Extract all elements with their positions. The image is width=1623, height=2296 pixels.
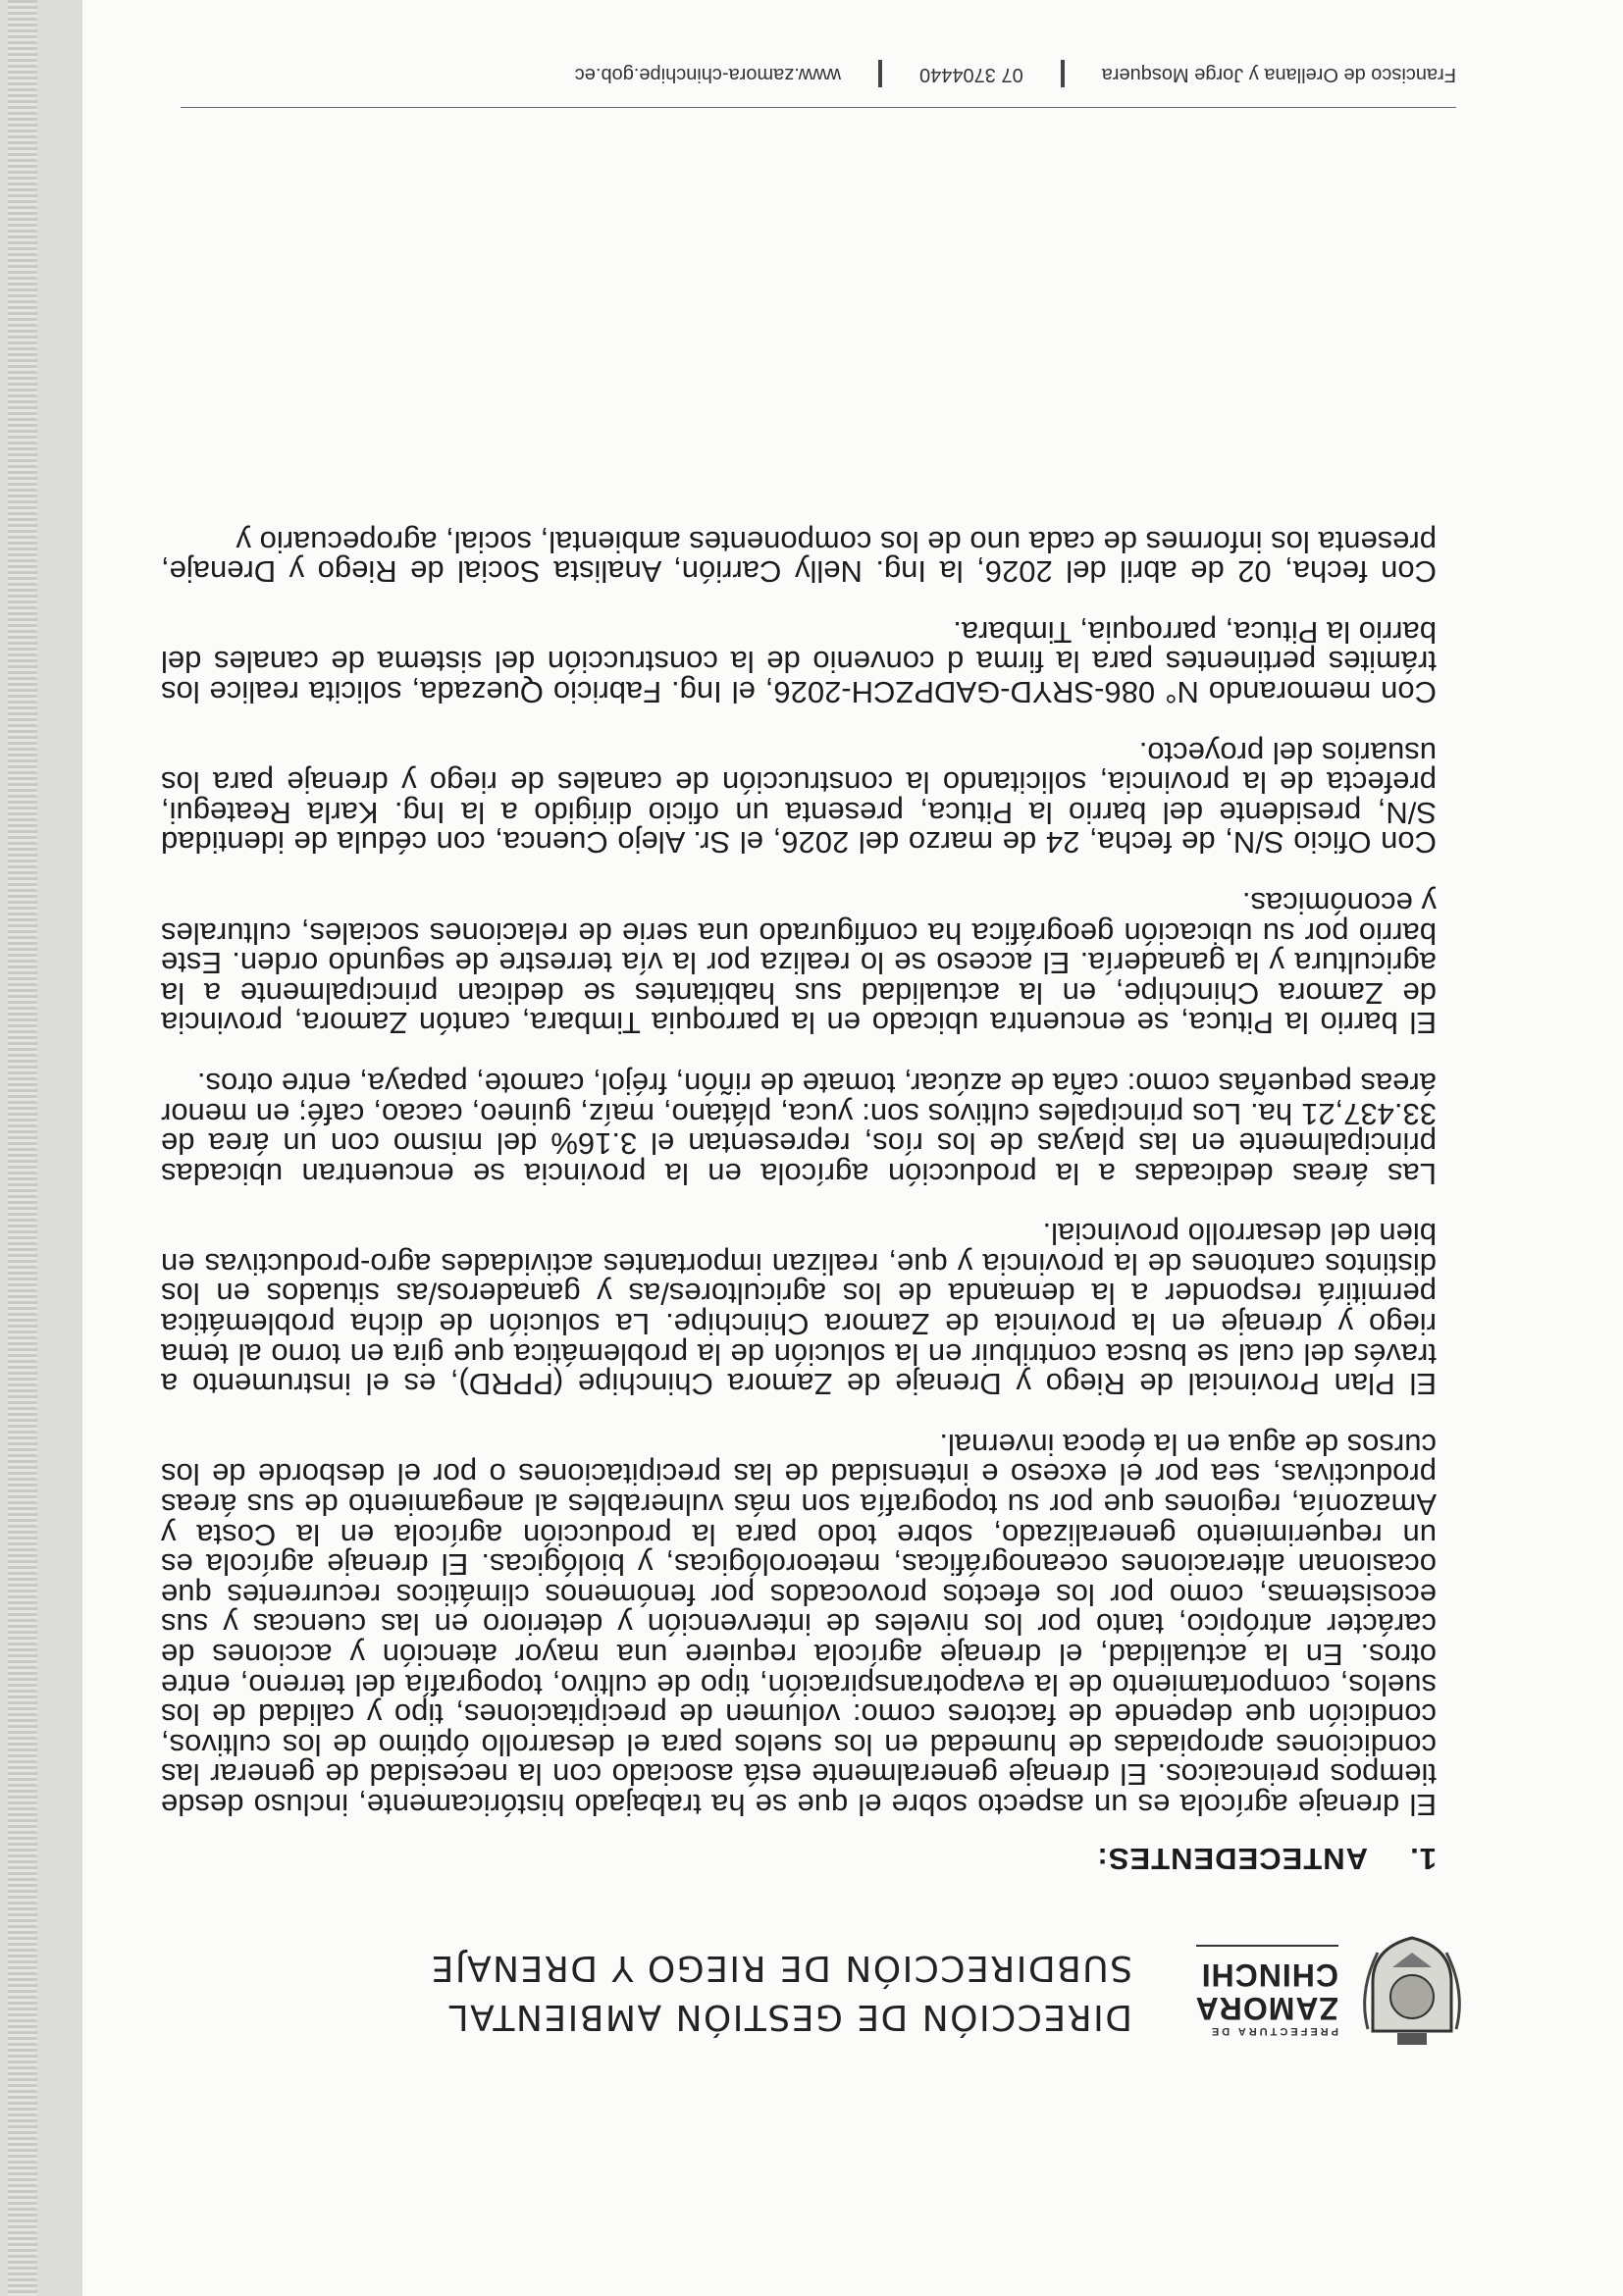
- paragraph-drainage: El drenaje agrícola es un aspecto sobre el que se ha trabajado históricamente, incluso desde tiempos preincaicos. El drenaje generalmente está asociado con la necesidad de generar las condiciones apropiadas de humedad en los suelos para el desarrollo óptimo de los cultivos, condición que depende de factores como: volumen de precipitaciones, tipo y calidad de los suelos, comportamiento de la evapotranspiración, tipo de cultivo, topografía del terreno, entre otros. En la actualidad, el drenaje agrícola requiere una mayor atención y acciones de carácter antrópico, tanto por los niveles de intervención y deterioro en las cuencas y sus ecosistemas, como por los efectos provocados por fenómenos climáticos recurrentes que ocasionan alteraciones oceanográficas, meteorológicas, y biológicas. El drenaje agrícola es un requerimiento generalizado, sobre todo para la producción agrícola en la Costa y Amazonía, regiones que por su topografía son más vulnerables al anegamiento de sus áreas productivas, sea por el exceso e intensidad de las precipitaciones o por el desborde de los cursos de agua en la época invernal.: [161, 1427, 1437, 1822]
- section-heading: [1096, 1841, 1437, 1876]
- section-number: 1.: [1409, 1842, 1437, 1876]
- paragraph-plan: El Plan Provincial de Riego y Drenaje de Zamora Chinchipe (PPRD), es el instrumento a través del cual se busca contribuir en la solución de la problemática que gira en torno al tema riego y drenaje en la provincia de Zamora Chinchipe. La solución de dicha problemática permitirá responder a la demanda de los agricultores/as y ganaderos/as situados en los distintos cantones de la provincia y que, realizan importantes actividades agro-productivas en bien del desarrollo provincial.: [161, 1217, 1437, 1402]
- department-title: DIRECCIÓN DE GESTIÓN AMBIENTAL: [447, 1997, 1132, 2037]
- paragraph-agricultural-areas: Las áreas dedicadas a la producción agrícola en la provincia se encuentran ubicadas principalmente en las playas de los ríos, representan el 3.16% del mismo con un área de 33.437,21 ha. Los principales cultivos son: yuca, plátano, maíz, guineo, cacao, café; en menor áreas pequeñas como: caña de azúcar, tomate de riñón, fréjol, camote, papaya, entre otros.: [161, 1066, 1437, 1191]
- brand-line-2: CHINCHI: [1200, 1957, 1338, 1993]
- paragraph-oficio: Con Oficio S/N, de fecha, 24 de marzo del 2026, el Sr. Alejo Cuenca, con cédula de identidad S/N, presidente del barrio la Pituca, presenta un oficio dirigido a la Ing. Karla Reategui, prefecta de la provincia, solicitando la construcción de canales de riego y drenaje para los usuarios del proyecto.: [161, 735, 1437, 861]
- scan-edge: [0, 0, 82, 2296]
- footer-address: Francisco de Orellana y Jorge Mosquera: [1101, 63, 1456, 85]
- letterhead: [288, 1913, 1466, 2051]
- subdepartment-title: SUBDIRECCIÓN DE RIEGO Y DRENAJE: [430, 1948, 1132, 1988]
- brand-prefix: PREFECTURA DE: [1208, 2025, 1338, 2037]
- coat-of-arms-icon: [1358, 1933, 1466, 2051]
- footer-phone: 07 3704440: [919, 63, 1023, 85]
- footer-website: www.zamora-chinchipe.gob.ec: [574, 63, 842, 85]
- section-title: ANTECEDENTES:: [1096, 1842, 1368, 1876]
- paragraph-barrio: El barrio la Pituca, se encuentra ubicado en la parroquia Timbara, cantón Zamora, provincia de Zamora Chinchipe, en la actualidad sus habitantes se dedican principalmente a la agricultura y la ganadería. El acceso se lo realiza por la vía terrestre de segundo orden. Este barrio por su ubicación geográfica ha configurado una serie de relaciones sociales, culturales y económicas.: [161, 885, 1437, 1041]
- page-footer: [181, 60, 1456, 108]
- prefecture-brand: [1191, 1945, 1338, 2037]
- paragraph-memorando: Con memorando N° 086-SRYD-GADPZCH-2026, el Ing. Fabricio Quezada, solicita realice los trámites pertinentes para la firma d convenio de la construcción del sistema de canales del barrio la Pituca, parroquia, Timbara.: [161, 614, 1437, 709]
- brand-line-1: ZAMORA: [1194, 1991, 1338, 2026]
- body-text: [161, 496, 1437, 1822]
- paragraph-informes: Con fecha, 02 de abril del 2026, la Ing. Nelly Carrión, Analista Social de Riego y Drenaje, presenta los informes de cada uno de los componentes ambiental, social, agropecuario y: [161, 524, 1437, 590]
- department-titles: [430, 1943, 1132, 2041]
